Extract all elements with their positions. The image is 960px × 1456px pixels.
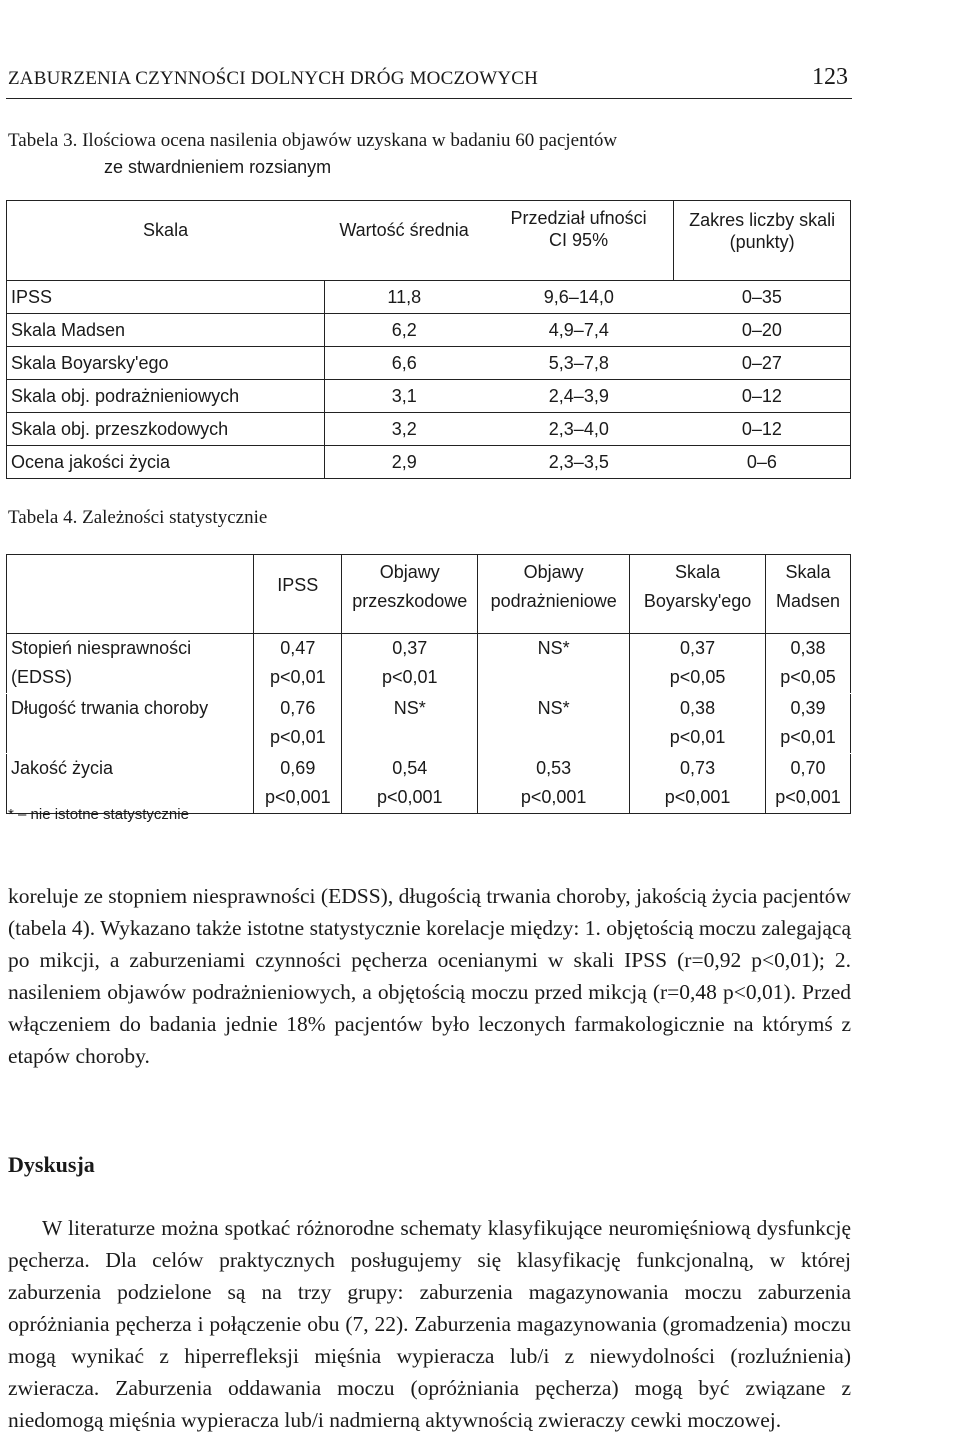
table4-cell-madsen: [766, 634, 851, 694]
cell-value: 0,47: [280, 638, 316, 658]
row-label-line: Stopień niesprawności: [11, 638, 192, 658]
table3-cell-ci: 4,9–7,4: [484, 314, 674, 347]
table4-cell-podraznieniowe: [478, 694, 630, 754]
cell-value: 0,76: [280, 698, 316, 718]
table3-cell-range: 0–12: [674, 413, 851, 446]
table3-cell-mean: 3,1: [324, 380, 484, 413]
table3-cell-mean: 11,8: [324, 281, 484, 314]
running-head: ZABURZENIA CZYNNOŚCI DOLNYCH DRÓG MOCZOWYCH: [8, 68, 539, 89]
cell-value: 0,73: [680, 758, 716, 778]
table3-cell-name: Skala obj. podrażnieniowych: [7, 380, 325, 413]
table4-cell-madsen: [766, 694, 851, 754]
table-row: [7, 634, 851, 694]
table4-header-line: przeszkodowe: [352, 591, 468, 611]
table4-cell-przeszkodowe: [342, 634, 478, 694]
table4-header-madsen: [766, 555, 851, 634]
table4-cell-name: [7, 694, 254, 754]
table3-cell-range: 0–12: [674, 380, 851, 413]
table3-cell-range: 0–6: [674, 446, 851, 479]
table3-cell-name: IPSS: [11, 286, 53, 307]
table-row: [7, 413, 851, 446]
table3-header-row: [7, 201, 851, 281]
cell-value: 0,39: [790, 698, 826, 718]
table4: [6, 554, 851, 814]
table4-cell-podraznieniowe: [478, 754, 630, 814]
row-label-line: (EDSS): [11, 667, 73, 687]
table-row: [7, 380, 851, 413]
cell-value: 0,38: [790, 638, 826, 658]
cell-p-value: p<0,01: [669, 727, 726, 747]
cell-p-value: p<0,01: [381, 667, 438, 687]
row-label-line: Jakość życia: [11, 758, 114, 778]
table3-header-range-line1: Zakres liczby skali: [689, 210, 836, 230]
cell-value: 0,53: [536, 758, 572, 778]
cell-value: NS*: [537, 698, 570, 718]
table4-header-line: Skala: [675, 562, 721, 582]
table3: [6, 200, 851, 479]
table3-header-ci-line2: CI 95%: [549, 230, 609, 250]
table4-header-row: [7, 555, 851, 634]
table3-header-range: [674, 201, 851, 281]
body-paragraph-2: [8, 1212, 851, 1436]
table4-cell-name: [7, 754, 254, 814]
cell-p-value: p<0,01: [270, 727, 326, 747]
table-row: [7, 281, 851, 314]
table4-header-line: Objawy: [523, 562, 584, 582]
table3-cell-name: Skala obj. przeszkodowych: [7, 413, 325, 446]
table3-caption-line2: ze stwardnieniem rozsianym: [104, 157, 332, 177]
table3-cell-ci: 2,3–3,5: [484, 446, 674, 479]
cell-value: NS*: [537, 638, 570, 658]
table3-cell-name: Skala Boyarsky'ego: [7, 347, 325, 380]
table3-caption: Tabela 3. Ilościowa ocena nasilenia objawów uzyskana w badaniu 60 pacjentów: [8, 130, 618, 151]
table4-cell-przeszkodowe: [342, 694, 478, 754]
table4-header-empty: [7, 555, 254, 634]
table4-header-boyarsky: [630, 555, 766, 634]
cell-value: NS*: [393, 698, 426, 718]
table3-cell-mean: 3,2: [324, 413, 484, 446]
table-row: [7, 754, 851, 814]
cell-p-value: p<0,01: [270, 667, 326, 687]
table3-cell-range: 0–35: [741, 286, 782, 307]
table3-cell-range: 0–20: [674, 314, 851, 347]
cell-value: 0,69: [280, 758, 316, 778]
body-paragraph-1: [8, 880, 851, 1072]
table4-cell-ipss: [254, 754, 342, 814]
table4-header-line: podrażnieniowe: [490, 591, 617, 611]
table4-cell-przeszkodowe: [342, 754, 478, 814]
cell-p-value: p<0,05: [669, 667, 726, 687]
cell-p-value: p<0,001: [520, 787, 587, 807]
cell-p-value: p<0,001: [664, 787, 731, 807]
table3-cell-range: 0–27: [674, 347, 851, 380]
cell-value: 0,37: [392, 638, 428, 658]
cell-p-value: p<0,001: [775, 787, 841, 807]
paragraph-text: W literaturze można spotkać różnorodne schematy klasyfikujące neuromięśniową dysfunkcję pęcherza. Dla celów praktycznych posługujemy się klasyfikację funkcjonalną, w której zaburzenia podzielone są na trzy grupy: zaburzenia magazynowania moczu zaburzenia opróżniania pęcherza i połączenie obu (7, 22). Zaburzenia magazynowania (gromadzenia) moczu mogą wynikać z hiperrefleksji mięśnia wypieracza lub/i z niewydolności (rozluźnienia) zwieracza. Zaburzenia oddawania moczu (opróżniania pęcherza) mogą być związane z niedomogą mięśnia wypieracza lub/i nadmierną aktywnością zwieraczy cewki moczowej.: [8, 1216, 851, 1432]
table4-header-przeszkodowe: [342, 555, 478, 634]
row-label-line: Długość trwania choroby: [11, 698, 209, 718]
table3-cell-mean: 6,6: [324, 347, 484, 380]
table4-cell-podraznieniowe: [478, 634, 630, 694]
table3-cell-mean: 2,9: [324, 446, 484, 479]
table-row: [7, 694, 851, 754]
table4-cell-madsen: [766, 754, 851, 814]
cell-p-value: p<0,05: [780, 667, 836, 687]
table4-header-podraznieniowe: [478, 555, 630, 634]
table4-cell-boyarsky: [630, 754, 766, 814]
table4-header-line: Skala: [785, 562, 831, 582]
table4-cell-name: [7, 634, 254, 694]
cell-p-value: p<0,01: [780, 727, 836, 747]
table4-header-ipss: IPSS: [254, 555, 342, 634]
page-number: 123: [812, 64, 848, 90]
cell-value: 0,38: [680, 698, 716, 718]
table-row: [7, 314, 851, 347]
table3-cell-name: Ocena jakości życia: [7, 446, 325, 479]
table3-cell-ci: 2,3–4,0: [484, 413, 674, 446]
table-row: [7, 347, 851, 380]
table3-cell-name: Skala Madsen: [7, 314, 325, 347]
table4-footnote: * – nie istotne statystycznie: [8, 806, 189, 823]
cell-value: 0,54: [392, 758, 428, 778]
table3-header-ci: [484, 201, 674, 281]
table4-header-line: Madsen: [775, 591, 841, 611]
table4-cell-ipss: [254, 634, 342, 694]
table3-cell-mean: 6,2: [324, 314, 484, 347]
paragraph-text: koreluje ze stopniem niesprawności (EDSS), długością trwania choroby, jakością życia pacjentów (tabela 4). Wykazano także istotne statystycznie korelacje między: 1. objętością moczu zalegającą po mikcji, a zaburzeniami czynności pęcherza ocenianymi w skali IPSS (r=0,92 p<0,01); 2. nasileniem objawów podrażnieniowych, a objętością moczu przed mikcją (r=0,48 p<0,01). Przed włączeniem do badania jednie 18% pacjentów było leczonych farmakologicznie na którymś z etapów choroby.: [8, 884, 851, 1068]
table3-header-range-line2: (punkty): [729, 232, 795, 252]
table4-header-line: Objawy: [379, 562, 440, 582]
table3-header-skala: Skala: [7, 201, 325, 281]
cell-p-value: p<0,001: [376, 787, 443, 807]
header-rule: [6, 98, 852, 99]
table4-caption: Tabela 4. Zależności statystycznie: [8, 507, 268, 528]
table3-header-mean: Wartość średnia: [324, 201, 484, 281]
table4-cell-boyarsky: [630, 634, 766, 694]
table3-cell-ci: 5,3–7,8: [484, 347, 674, 380]
cell-value: 0,70: [790, 758, 826, 778]
table3-cell-ci: 9,6–14,0: [543, 286, 614, 307]
cell-value: 0,37: [680, 638, 716, 658]
table3-header-ci-line1: Przedział ufności: [510, 208, 647, 228]
table-row: [7, 446, 851, 479]
section-title: Dyskusja: [8, 1152, 95, 1177]
table3-cell-ci: 2,4–3,9: [484, 380, 674, 413]
table4-cell-boyarsky: [630, 694, 766, 754]
table4-header-line: Boyarsky'ego: [643, 591, 752, 611]
table4-cell-ipss: [254, 694, 342, 754]
cell-p-value: p<0,001: [265, 787, 331, 807]
